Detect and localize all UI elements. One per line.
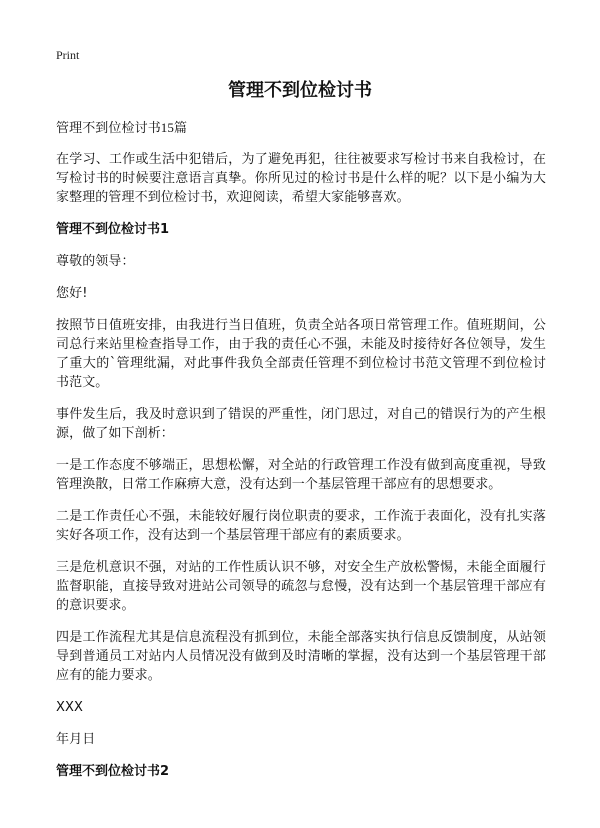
body-paragraph: 二是工作责任心不强，未能较好履行岗位职责的要求，工作流于表面化，没有扎实落实好各项工作，没有达到一个基层管理干部应有的素质要求。 — [56, 509, 546, 543]
section-heading-1: 管理不到位检讨书1 — [56, 222, 170, 237]
document-subtitle: 管理不到位检讨书15篇 — [56, 120, 188, 135]
greeting: 您好! — [56, 286, 88, 301]
salutation: 尊敬的领导： — [56, 254, 135, 269]
date-line: 年月日 — [56, 732, 96, 747]
body-paragraph: 三是危机意识不强，对站的工作性质认识不够，对安全生产放松警惕，未能全面履行监督职能，直接导致对进站公司领导的疏忽与怠慢，没有达到一个基层管理干部应有的意识要求。 — [56, 560, 546, 613]
body-paragraph: 事件发生后，我及时意识到了错误的严重性，闭门思过，对自己的错误行为的产生根源，做了如下剖析： — [56, 407, 546, 441]
body-paragraph: 按照节日值班安排，由我进行当日值班，负责全站各项日常管理工作。值班期间，公司总行来站里检查指导工作，由于我的责任心不强，未能及时接待好各位领导，发生了重大的`管理纰漏，对此事件我负全部责任管理不到位检讨书范文管理不到位检讨书范文。 — [56, 318, 546, 390]
section-heading-2: 管理不到位检讨书2 — [56, 764, 170, 779]
signature: XXX — [56, 700, 84, 715]
body-paragraph: 一是工作态度不够端正，思想松懈，对全站的行政管理工作没有做到高度重视，导致管理涣散，日常工作麻痹大意，没有达到一个基层管理干部应有的思想要求。 — [56, 458, 546, 492]
body-paragraph: 四是工作流程尤其是信息流程没有抓到位，未能全部落实执行信息反馈制度，从站领导到普通员工对站内人员情况没有做到及时清晰的掌握，没有达到一个基层管理干部应有的能力要求。 — [56, 630, 546, 683]
print-link[interactable]: Print — [56, 48, 80, 62]
intro-paragraph: 在学习、工作或生活中犯错后，为了避免再犯，往往被要求写检讨书来自我检讨，在写检讨书的时候要注意语言真挚。你所见过的检讨书是什么样的呢？以下是小编为大家整理的管理不到位检讨书，欢迎阅读，希望大家能够喜欢。 — [56, 152, 546, 205]
page-title: 管理不到位检讨书 — [228, 80, 372, 101]
document-body — [56, 118, 546, 794]
